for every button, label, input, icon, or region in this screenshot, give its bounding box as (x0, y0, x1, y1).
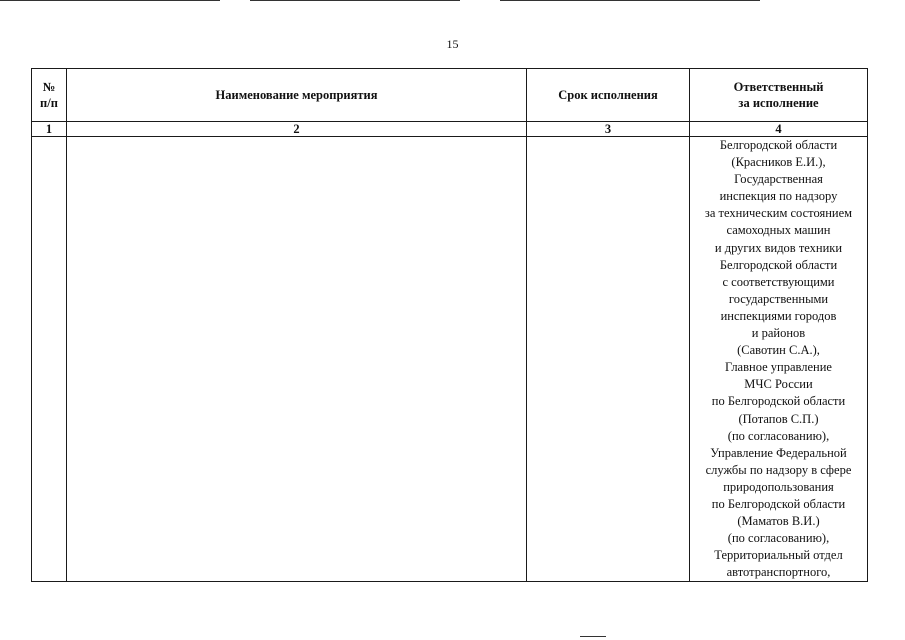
responsible-line: (по согласованию), (727, 531, 830, 546)
responsible-line: Главное управление (725, 360, 832, 375)
column-number-4: 4 (690, 122, 868, 137)
responsible-line: государственными (728, 291, 829, 306)
responsible-line: за техническим состоянием (704, 206, 853, 221)
page-number: 15 (446, 37, 459, 51)
header-responsible (690, 69, 868, 122)
responsible-line: (Потапов С.П.) (738, 411, 819, 426)
column-number-1: 1 (32, 122, 67, 137)
scan-mark (250, 0, 460, 1)
responsible-line: и районов (751, 326, 806, 341)
responsible-line: по Белгородской области (711, 394, 846, 409)
header-deadline: Срок исполнения (527, 69, 690, 122)
table-row (32, 137, 868, 582)
scan-mark (580, 636, 606, 637)
scan-mark (0, 0, 220, 1)
responsible-line: (Маматов В.И.) (737, 514, 820, 529)
responsible-line: автотранспортного, (726, 565, 831, 580)
responsible-line: инспекциями городов (720, 308, 837, 323)
responsible-line: (по согласованию), (727, 428, 830, 443)
responsible-line: (Савотин С.А.), (737, 343, 820, 358)
responsible-line: Государственная (734, 172, 823, 187)
responsible-line: Белгородской области (719, 138, 838, 152)
responsible-line: с соответствующими (722, 274, 835, 289)
responsible-line: природопользования (723, 479, 834, 494)
responsible-lines (690, 137, 867, 581)
responsible-line: самоходных машин (726, 223, 831, 238)
responsible-line: Управление Федеральной (710, 445, 847, 460)
header-responsible-line2: за исполнение (738, 96, 819, 110)
responsible-line: Белгородской области (719, 257, 838, 272)
column-number-2: 2 (67, 122, 527, 137)
responsible-line: Территориальный отдел (714, 548, 843, 563)
responsible-line: службы по надзору в сфере (705, 462, 852, 477)
table-header-row (32, 69, 868, 122)
column-number-3: 3 (527, 122, 690, 137)
cell-deadline (527, 137, 690, 582)
column-number-row (32, 122, 868, 137)
responsible-line: инспекция по надзору (719, 189, 838, 204)
responsible-line: МЧС России (744, 377, 813, 392)
cell-num (32, 137, 67, 582)
header-num (32, 69, 67, 122)
plan-table (31, 68, 868, 582)
responsible-line: (Красников Е.И.), (731, 155, 826, 170)
header-name: Наименование мероприятия (67, 69, 527, 122)
header-num-line2: п/п (40, 96, 58, 110)
responsible-line: и других видов техники (714, 240, 843, 255)
header-num-line1: № (42, 80, 56, 94)
responsible-line: по Белгородской области (711, 496, 846, 511)
cell-name (67, 137, 527, 582)
header-responsible-line1: Ответственный (733, 80, 824, 94)
cell-responsible (690, 137, 868, 582)
scan-mark (500, 0, 760, 1)
